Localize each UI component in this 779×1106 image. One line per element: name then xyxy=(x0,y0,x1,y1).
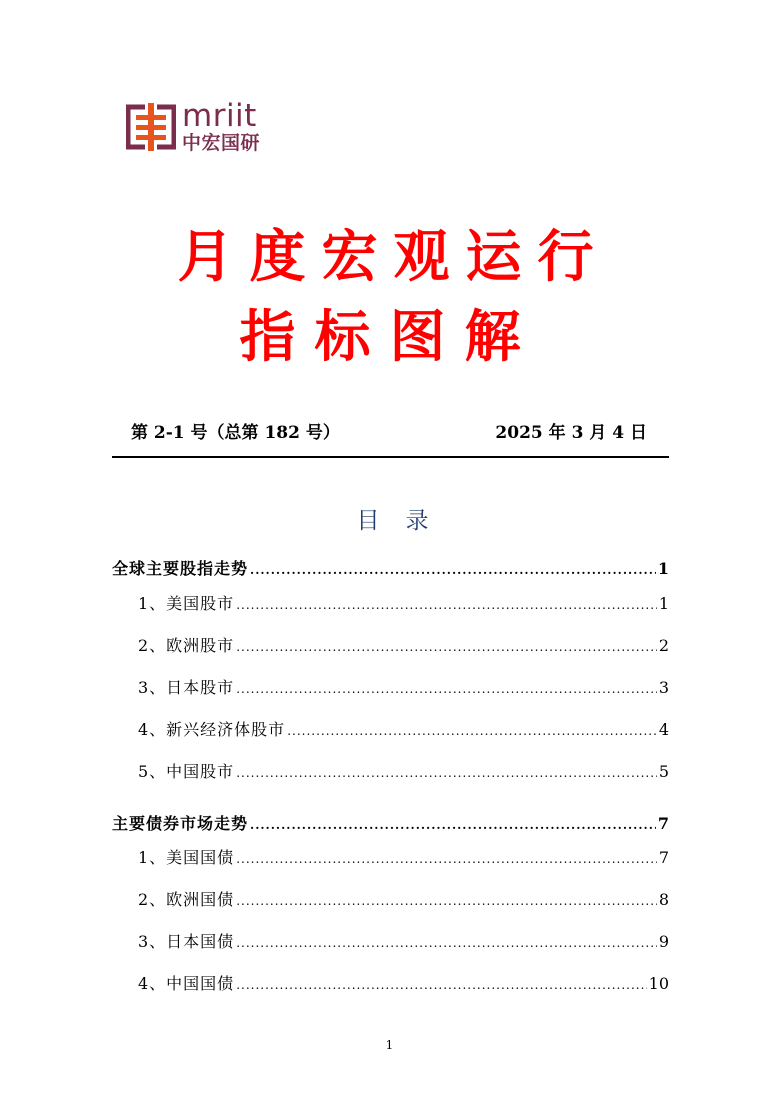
toc-entry[interactable] xyxy=(112,634,669,658)
toc-entry-page: 8 xyxy=(658,890,669,909)
toc-leader-dots xyxy=(236,973,646,997)
toc-leader-dots xyxy=(236,677,657,701)
report-title-line-1: 月度宏观运行 xyxy=(177,225,610,290)
toc-entry-page: 5 xyxy=(658,762,669,781)
toc-entry[interactable] xyxy=(112,718,669,742)
toc-entry-page: 2 xyxy=(658,636,669,655)
toc-entry[interactable] xyxy=(112,846,669,870)
toc-leader-dots xyxy=(250,558,656,582)
toc-entry-label: 主要债券市场走势 xyxy=(112,814,249,833)
toc-entry-page: 3 xyxy=(658,678,669,697)
toc-entry-page: 1 xyxy=(657,559,669,578)
toc-leader-dots xyxy=(236,593,657,617)
toc-entry-label: 3、日本股市 xyxy=(138,678,235,697)
toc-entry-label: 1、美国股市 xyxy=(138,594,235,613)
toc-entry[interactable] xyxy=(112,930,669,954)
toc-leader-dots xyxy=(287,719,657,743)
toc-entry-label: 5、中国股市 xyxy=(138,762,235,781)
issue-date: 2025 年 3 月 4 日 xyxy=(495,423,647,443)
toc-entry-label: 1、美国国债 xyxy=(138,848,235,867)
header-divider xyxy=(112,456,669,458)
logo-english: mriit xyxy=(182,97,257,134)
toc-entry-label: 2、欧洲股市 xyxy=(138,636,235,655)
toc-entry-page: 10 xyxy=(648,974,669,993)
toc-entry[interactable] xyxy=(112,760,669,784)
toc-leader-dots xyxy=(250,813,656,837)
toc-leader-dots xyxy=(236,635,657,659)
toc-leader-dots xyxy=(236,931,657,955)
issue-number: 第 2-1 号（总第 182 号） xyxy=(131,423,340,443)
toc-entry-label: 4、中国国债 xyxy=(138,974,235,993)
toc-entry[interactable] xyxy=(112,888,669,912)
toc-entry[interactable] xyxy=(112,592,669,616)
toc-heading: 目录 xyxy=(356,508,455,534)
page-number: 1 xyxy=(385,1038,394,1052)
toc-entry-label: 2、欧洲国债 xyxy=(138,890,235,909)
report-title-line-2: 指标图解 xyxy=(239,305,540,370)
toc-leader-dots xyxy=(236,847,657,871)
toc-entry[interactable] xyxy=(112,557,669,581)
toc-entry-page: 1 xyxy=(658,594,669,613)
toc-entry-page: 7 xyxy=(657,814,669,833)
logo-chinese: 中宏国研 xyxy=(182,131,261,154)
logo-text xyxy=(182,97,261,154)
toc-entry-label: 4、新兴经济体股市 xyxy=(138,720,286,739)
toc-entry[interactable] xyxy=(112,812,669,836)
logo-mark-icon xyxy=(126,99,176,155)
toc-leader-dots xyxy=(236,889,657,913)
toc-entry-page: 9 xyxy=(658,932,669,951)
toc-leader-dots xyxy=(236,761,657,785)
toc-entry-page: 7 xyxy=(658,848,669,867)
toc-entry[interactable] xyxy=(112,676,669,700)
toc-entry[interactable] xyxy=(112,972,669,996)
toc-entry-label: 全球主要股指走势 xyxy=(112,559,249,578)
toc-entry-page: 4 xyxy=(658,720,669,739)
company-logo xyxy=(126,98,260,156)
toc-entry-label: 3、日本国债 xyxy=(138,932,235,951)
